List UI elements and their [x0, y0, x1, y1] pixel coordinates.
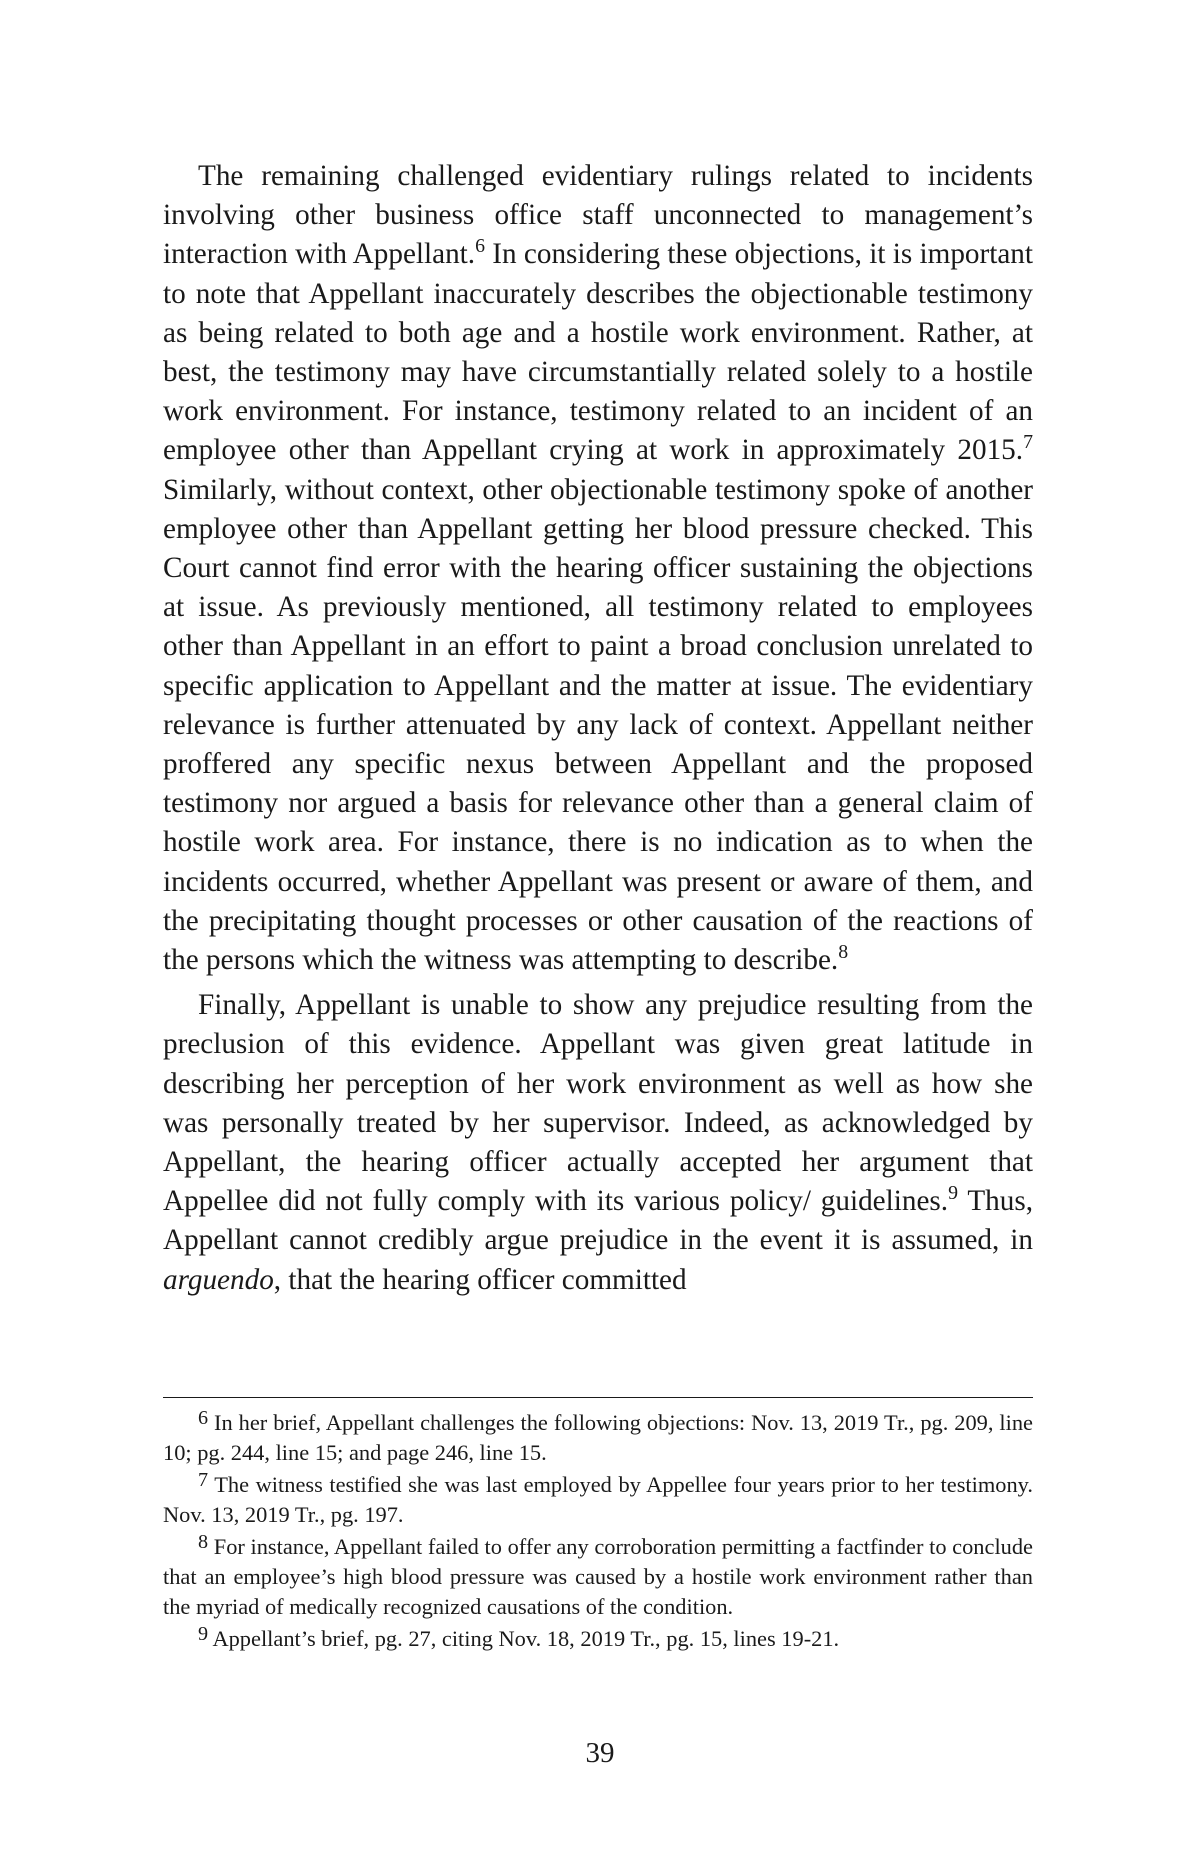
paragraph-text: In considering these objections, it is important to note that Appellant inaccurately describes the objectionable testimony as being related to both age and a hostile work environment. Rather, at best, the testimony may have circumstantially related solely to a hostile work environment. For instance, testimony related to an incident of an employee other than Appellant crying at work in approximately 2015.	[163, 238, 1033, 467]
footnote-number: 6	[198, 1406, 209, 1429]
paragraph-text: Finally, Appellant is unable to show any prejudice resulting from the preclusion of this evidence. Appellant was given great latitude in describing her perception of her work environment as well as how she was personally treated by her supervisor. Indeed, as acknowledged by Appellant, the hearing officer actually accepted her argument that Appellee did not fully comply with its various policy/ guidelines.	[163, 989, 1033, 1218]
paragraph-text: , that the hearing officer committed	[273, 1263, 687, 1296]
footnotes-section	[163, 1408, 1033, 1656]
footnote-6	[163, 1408, 1033, 1468]
footnote-8	[163, 1532, 1033, 1622]
footnote-number: 9	[198, 1622, 209, 1645]
main-body-text	[163, 157, 1033, 1300]
italic-latin-term: arguendo	[163, 1263, 274, 1296]
paragraph-text: The remaining challenged evidentiary rulings related to incidents involving other business office staff unconnected to management’s interaction with Appellant.	[163, 160, 1033, 271]
paragraph-text: Thus, Appellant cannot credibly argue prejudice in the event it is assumed, in	[163, 1185, 1033, 1257]
footnote-reference-8[interactable]: 8	[838, 941, 849, 964]
body-paragraph-1	[163, 157, 1033, 980]
footnote-text: The witness testified she was last employed by Appellee four years prior to her testimony. Nov. 13, 2019 Tr., pg. 197.	[163, 1472, 1033, 1527]
footnote-number: 7	[198, 1468, 209, 1491]
footnote-text: In her brief, Appellant challenges the following objections: Nov. 13, 2019 Tr., pg. 209, line 10; pg. 244, line 15; and page 246, line 15.	[163, 1410, 1033, 1465]
footnote-reference-7[interactable]: 7	[1023, 431, 1033, 454]
body-paragraph-2	[163, 986, 1033, 1300]
footnote-reference-9[interactable]: 9	[948, 1182, 958, 1205]
paragraph-text: Similarly, without context, other objectionable testimony spoke of another employee other than Appellant getting her blood pressure checked. This Court cannot find error with the hearing officer sustaining the objections at issue. As previously mentioned, all testimony related to employees other than Appellant in an effort to paint a broad conclusion unrelated to specific application to Appellant and the matter at issue. The evidentiary relevance is further attenuated by any lack of context. Appellant neither proffered any specific nexus between Appellant and the proposed testimony nor argued a basis for relevance other than a general claim of hostile work area. For instance, there is no indication as to when the incidents occurred, whether Appellant was present or aware of them, and the precipitating thought processes or other causation of the reactions of the persons which the witness was attempting to describe.	[163, 473, 1033, 977]
page-number: 39	[585, 1737, 615, 1769]
footnote-9	[163, 1624, 1033, 1654]
footnote-text: Appellant’s brief, pg. 27, citing Nov. 18, 2019 Tr., pg. 15, lines 19-21.	[208, 1626, 840, 1651]
footnote-separator-rule	[163, 1397, 1033, 1398]
footnote-text: For instance, Appellant failed to offer any corroboration permitting a factfinder to conclude that an employee’s high blood pressure was caused by a hostile work environment rather than the myriad of medically recognized causations of the condition.	[163, 1534, 1033, 1619]
footnote-reference-6[interactable]: 6	[475, 235, 485, 258]
footnote-number: 8	[198, 1530, 209, 1553]
footnote-7	[163, 1470, 1033, 1530]
